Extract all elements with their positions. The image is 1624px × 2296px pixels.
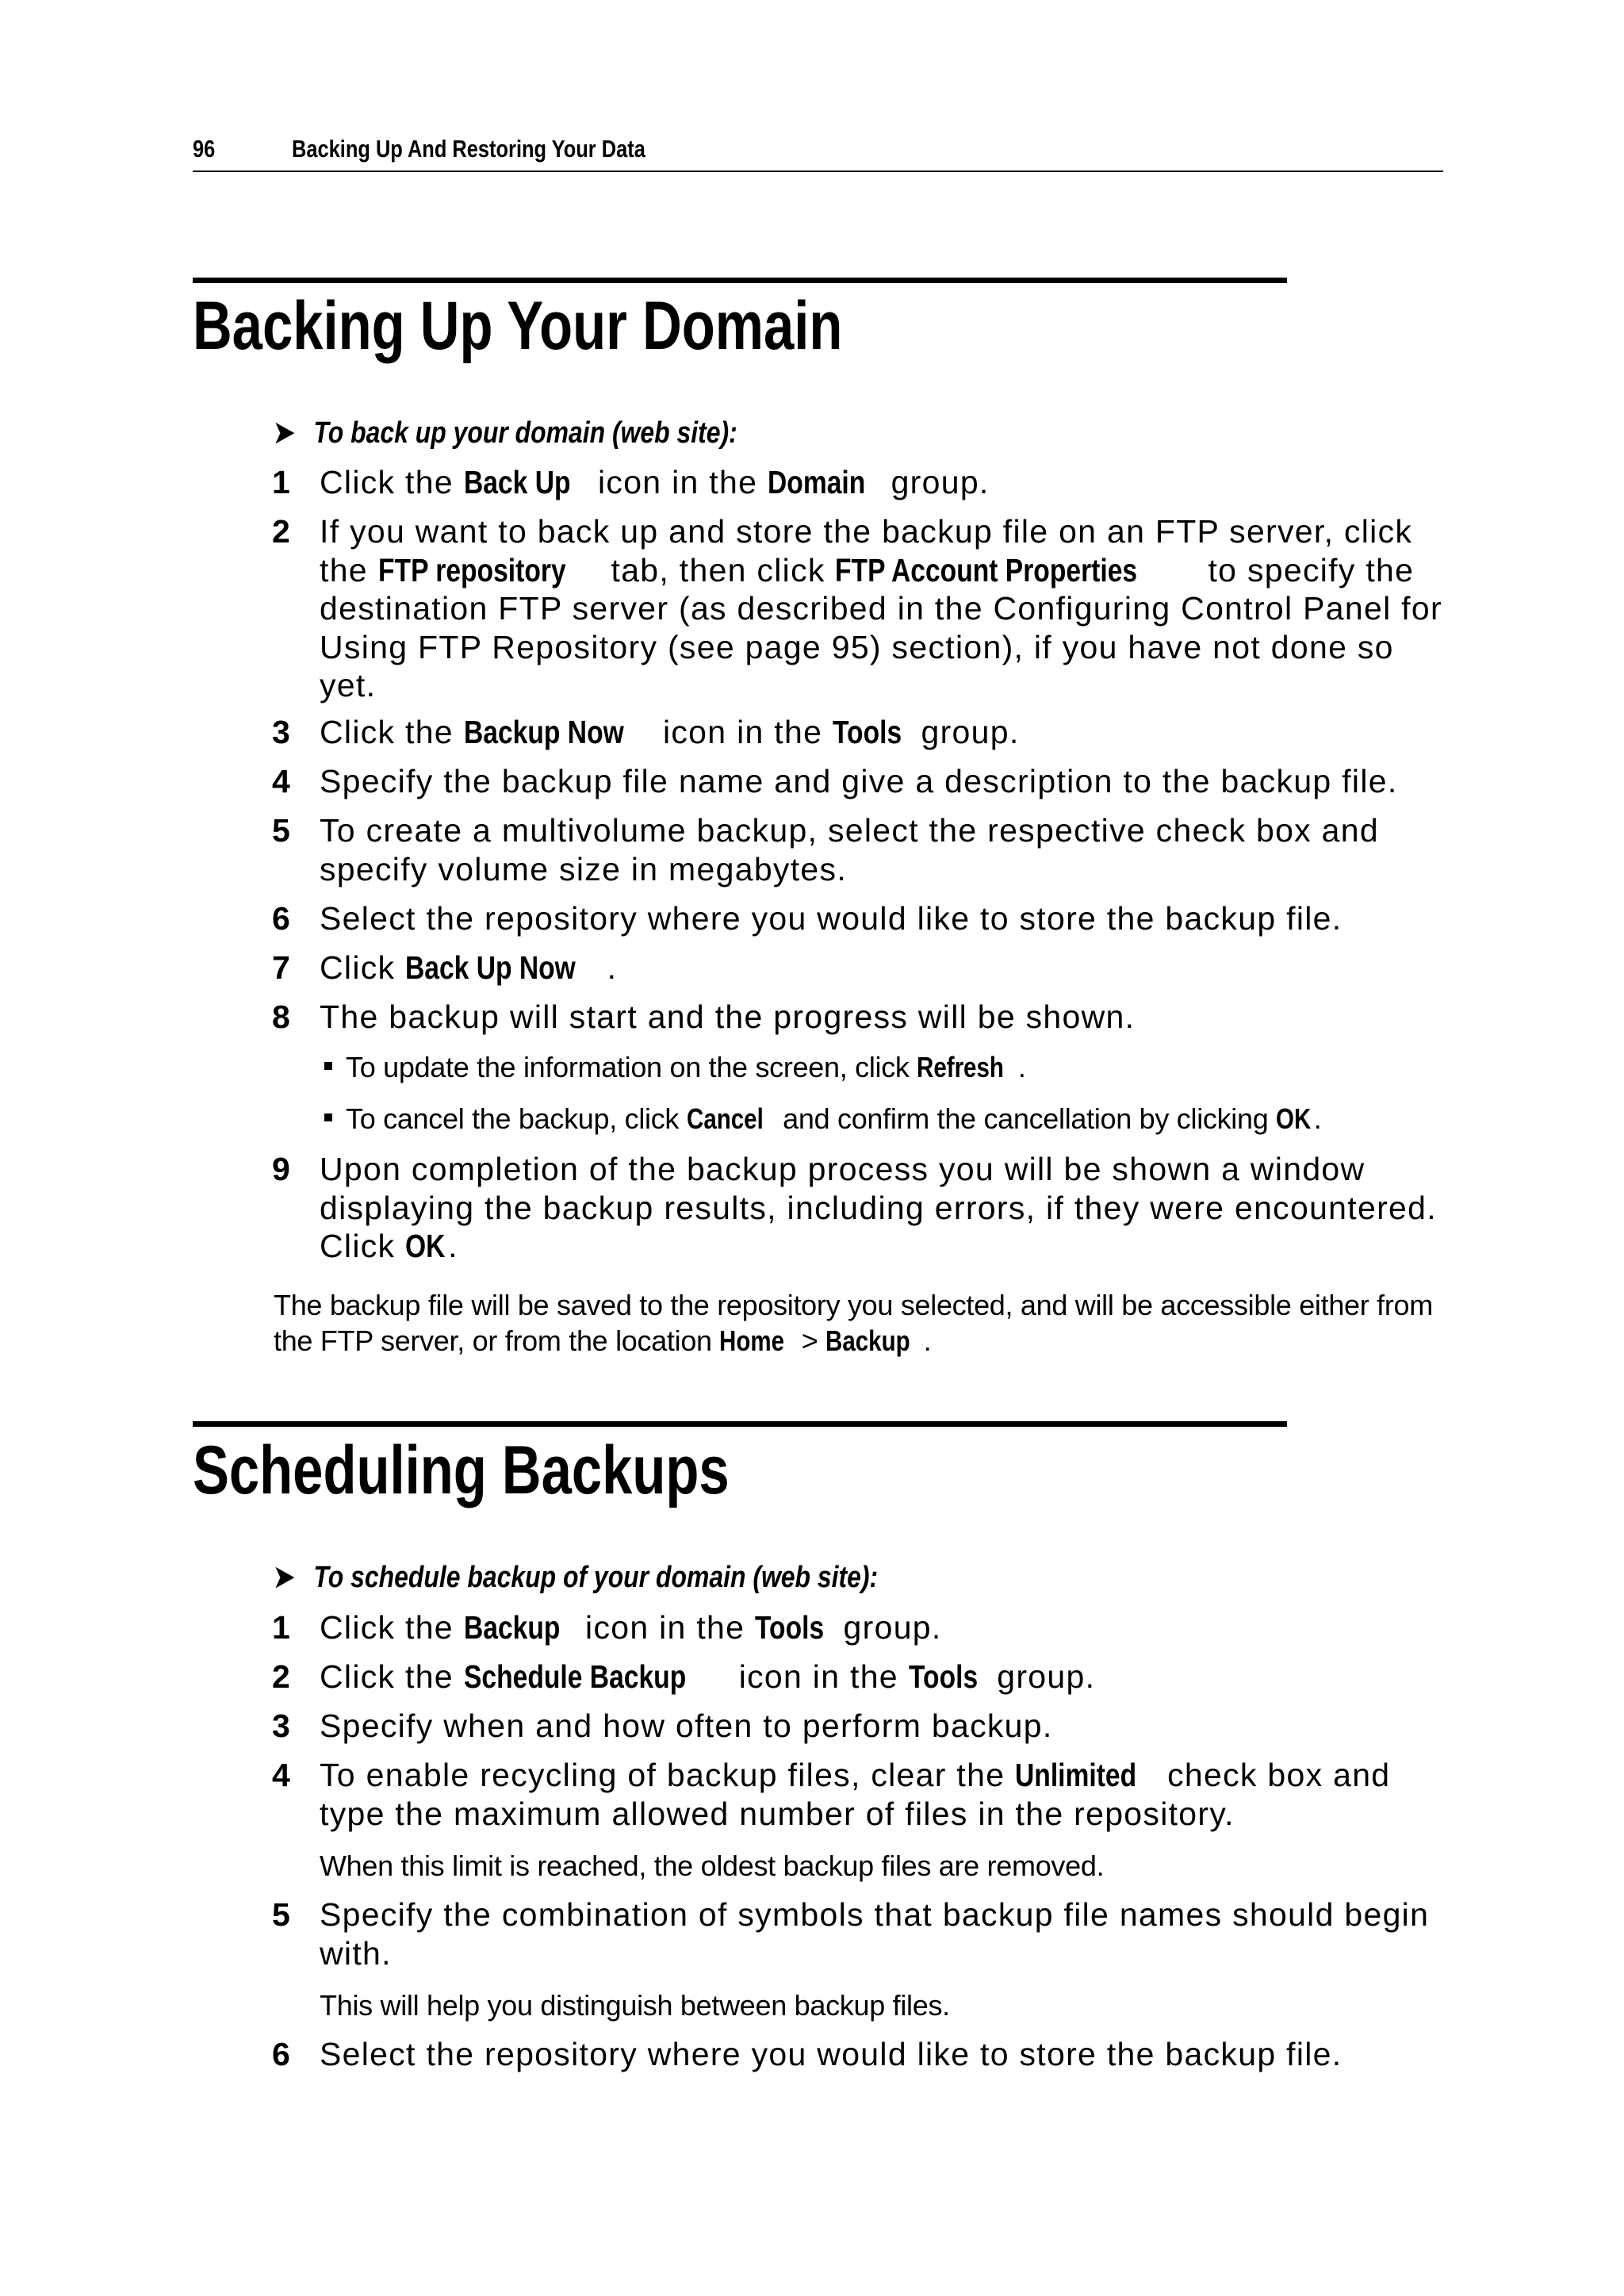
step-number: 2 <box>272 1658 290 1695</box>
step-note: When this limit is reached, the oldest backup files are removed. <box>320 1849 1105 1882</box>
step-text <box>320 713 1446 752</box>
text-run: If you want to back up and store the backup file on an FTP server, click the <box>320 513 1413 588</box>
list-item <box>272 463 1446 502</box>
text-run: Specify the combination of symbols that backup file names should begin with. <box>320 1896 1430 1972</box>
text-run: The backup file will be saved to the repository you selected, and will be accessible either from the FTP server, or from the location <box>274 1289 1433 1357</box>
list-item <box>272 998 1446 1037</box>
list-item <box>272 949 1446 987</box>
text-run: icon in the <box>653 714 833 750</box>
list-item <box>272 1707 1446 1746</box>
text-run: . <box>1017 1051 1026 1083</box>
ui-term: Backup Now <box>463 714 624 750</box>
step-number: 9 <box>272 1151 290 1187</box>
list-item <box>272 1658 1446 1696</box>
section-rule <box>193 278 1287 283</box>
text-run: and confirm the cancellation by clicking <box>775 1102 1277 1135</box>
list-item <box>272 2035 1446 2074</box>
step-number: 3 <box>272 1708 290 1744</box>
list-item <box>272 1608 1446 1647</box>
ui-term: Back Up <box>463 464 571 500</box>
step-number: 6 <box>272 2036 290 2072</box>
ui-term: FTP repository <box>377 551 566 588</box>
ui-term: Backup <box>825 1324 910 1357</box>
step-number: 5 <box>272 812 290 849</box>
text-run: . <box>923 1324 932 1357</box>
text-run: Select the repository where you would like to store the backup file. <box>320 2036 1342 2072</box>
text-run: Click the <box>320 1609 464 1646</box>
list-item <box>272 1150 1446 1266</box>
text-run: Select the repository where you would like to store the backup file. <box>320 900 1342 937</box>
list-item <box>272 762 1446 801</box>
ui-term: Backup <box>463 1609 561 1646</box>
running-header-title: Backing Up And Restoring Your Data <box>292 135 645 163</box>
step-text <box>320 2035 1446 2074</box>
arrow-bullet-icon: ➤ <box>274 1561 295 1594</box>
section-title-scheduling: Scheduling Backups <box>193 1432 730 1508</box>
text-run: Specify the backup file name and give a description to the backup file. <box>320 763 1398 799</box>
text-run: group. <box>833 1609 942 1646</box>
text-run: icon in the <box>575 1609 755 1646</box>
step-number: 4 <box>272 1757 290 1793</box>
text-run: Specify when and how often to perform backup. <box>320 1708 1053 1744</box>
step-number: 1 <box>272 464 290 500</box>
text-run: To enable recycling of backup files, clear the <box>320 1757 1015 1793</box>
step-text <box>320 512 1446 705</box>
step-text <box>320 949 1446 987</box>
step-text <box>320 1707 1446 1746</box>
text-run: group. <box>986 1658 1096 1695</box>
text-run: To update the information on the screen, click <box>346 1051 917 1083</box>
text-run: . <box>607 949 618 986</box>
task-heading-text: To schedule backup of your domain (web site): <box>313 1561 879 1594</box>
ui-term: Tools <box>754 1609 825 1646</box>
text-run: > <box>794 1324 826 1357</box>
square-bullet-icon <box>324 1114 332 1121</box>
ui-term: Refresh <box>917 1051 1005 1083</box>
text-run: . <box>448 1228 458 1264</box>
step-number: 4 <box>272 763 290 799</box>
text-run: The backup will start and the progress will be shown. <box>320 999 1136 1035</box>
text-run: check box and type the maximum allowed number of files in the repository. <box>320 1757 1391 1832</box>
text-run: group. <box>910 714 1020 750</box>
text-run: Click <box>320 949 406 986</box>
section-rule <box>193 1421 1287 1427</box>
step-text <box>320 1658 1446 1696</box>
section-title-backing-up: Backing Up Your Domain <box>193 288 843 364</box>
step-number: 3 <box>272 714 290 750</box>
ui-term: Tools <box>832 714 902 750</box>
ui-term: Schedule Backup <box>463 1658 686 1695</box>
bullet-item <box>346 1051 1026 1084</box>
bullet-item <box>346 1102 1321 1136</box>
list-item <box>272 899 1446 938</box>
list-item <box>272 713 1446 752</box>
step-text <box>320 1756 1446 1833</box>
task-heading <box>274 1559 878 1595</box>
list-item <box>272 512 1446 705</box>
header-rule <box>193 171 1443 172</box>
text-run: icon in the <box>588 464 768 500</box>
step-note: This will help you distinguish between backup files. <box>320 1989 950 2022</box>
ui-term: Tools <box>908 1658 978 1695</box>
step-text <box>320 1150 1446 1266</box>
text-run: Click the <box>320 464 464 500</box>
ui-term: OK <box>1276 1102 1312 1135</box>
list-item <box>272 811 1446 888</box>
ui-term: Unlimited <box>1015 1757 1137 1793</box>
step-text <box>320 762 1446 801</box>
task-heading <box>274 415 737 450</box>
text-run: group. <box>880 464 990 500</box>
square-bullet-icon <box>324 1062 332 1070</box>
ui-term: Back Up Now <box>405 949 576 986</box>
step-text <box>320 998 1446 1037</box>
step-text <box>320 899 1446 938</box>
step-text <box>320 1895 1446 1972</box>
step-text <box>320 463 1446 502</box>
ui-term: Domain <box>767 464 866 500</box>
task-heading-text: To back up your domain (web site): <box>313 416 737 450</box>
list-item <box>272 1895 1446 1972</box>
text-run: . <box>1313 1102 1322 1135</box>
text-run: tab, then click <box>600 551 836 588</box>
text-run: Click the <box>320 1658 464 1695</box>
text-run: To create a multivolume backup, select the respective check box and specify volume size in megabytes. <box>320 812 1379 887</box>
text-run: Upon completion of the backup process you will be shown a window displaying the backup results, including errors, if they were encountered. Click <box>320 1151 1437 1264</box>
step-number: 5 <box>272 1896 290 1933</box>
ui-term: Cancel <box>686 1102 764 1135</box>
list-item <box>272 1756 1446 1833</box>
page-number: 96 <box>193 135 216 163</box>
ui-term: FTP Account Properties <box>835 551 1138 588</box>
step-number: 7 <box>272 949 290 986</box>
text-run: to specify the destination FTP server (as described in the Configuring Control Panel for Using FTP Repository (see page 95) section), if you have not done so yet. <box>320 551 1442 703</box>
text-run: Click the <box>320 714 464 750</box>
ui-term: OK <box>405 1228 446 1264</box>
step-number: 8 <box>272 999 290 1035</box>
text-run: icon in the <box>729 1658 909 1695</box>
step-number: 1 <box>272 1609 290 1646</box>
step-number: 2 <box>272 513 290 550</box>
step-text <box>320 811 1446 888</box>
arrow-bullet-icon: ➤ <box>274 416 295 450</box>
step-text <box>320 1608 1446 1647</box>
ui-term: Home <box>719 1324 785 1357</box>
text-run: To cancel the backup, click <box>346 1102 687 1135</box>
step-number: 6 <box>272 900 290 937</box>
closing-paragraph <box>274 1287 1447 1359</box>
